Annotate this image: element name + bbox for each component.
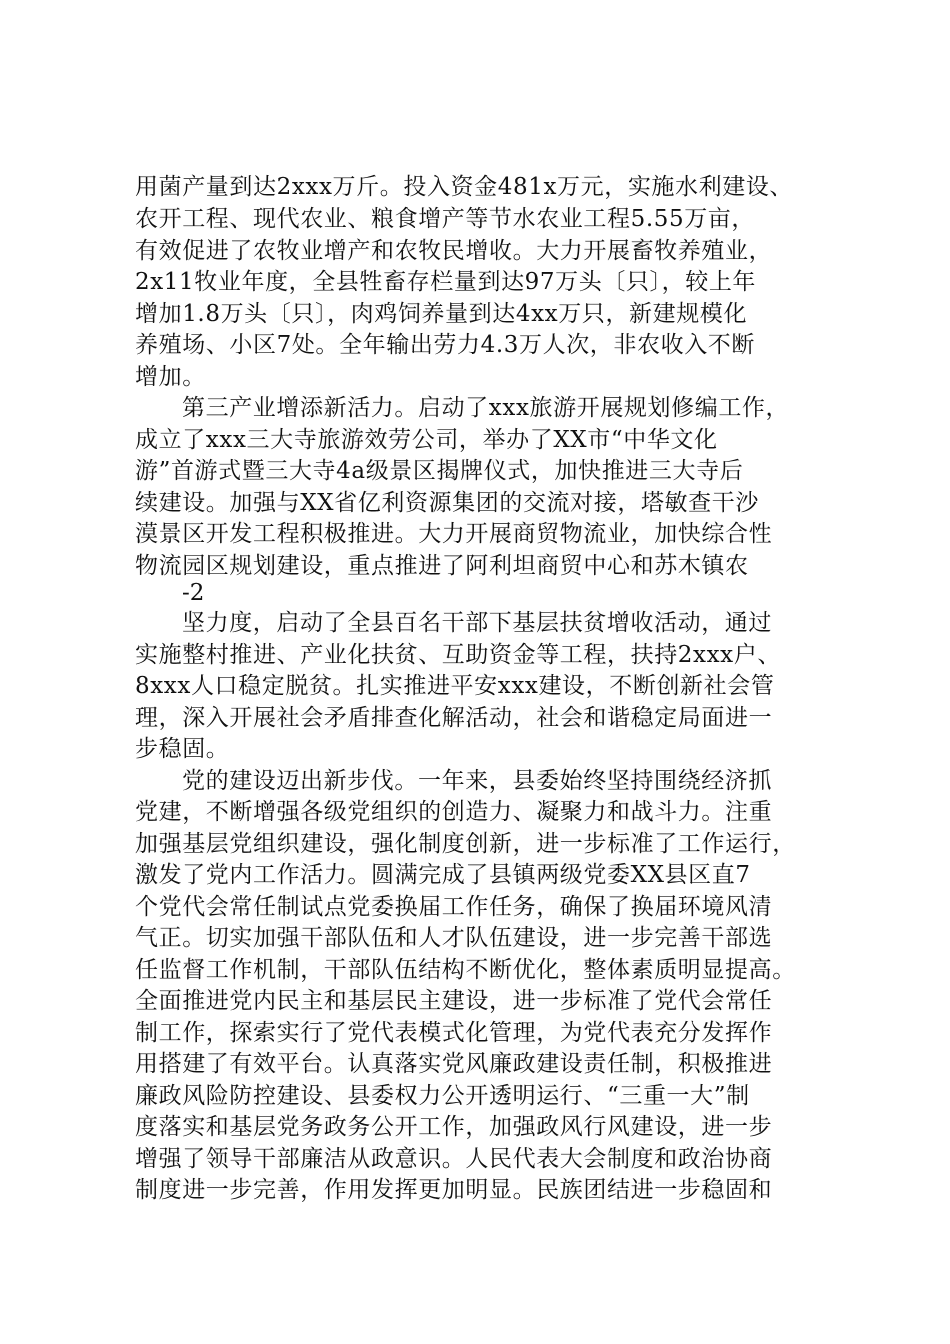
text-line: 廉政风险防控建设、县委权力公开透明运行、“三重一大”制 — [135, 1083, 750, 1109]
text-line: 用菌产量到达2xxx万斤。投入资金481x万元，实施水利建设、 — [135, 174, 794, 200]
text-line: 制工作，探索实行了党代表模式化管理，为党代表充分发挥作 — [135, 1020, 773, 1046]
text-line: 农开工程、现代农业、粮食增产等节水农业工程5.55万亩， — [135, 206, 756, 232]
text-line: 游”首游式暨三大寺4a级景区揭牌仪式，加快推进三大寺后 — [135, 458, 744, 484]
text-line: 全面推进党内民主和基层民主建设，进一步标准了党代会常任 — [135, 988, 773, 1014]
text-line: 增强了领导干部廉洁从政意识。人民代表大会制度和政治协商 — [135, 1146, 773, 1172]
text-line: 成立了xxx三大寺旅游效劳公司，举办了XX市“中华文化 — [135, 427, 718, 453]
page-number: -2 — [182, 580, 205, 606]
text-line: 个党代会常任制试点党委换届工作任务，确保了换届环境风清 — [135, 894, 773, 920]
text-line: 气正。切实加强干部队伍和人才队伍建设，进一步完善干部选 — [135, 925, 773, 951]
paragraph-start: 党的建设迈出新步伐。一年来，县委始终坚持围绕经济抓 — [182, 768, 772, 794]
text-line: 加强基层党组织建设，强化制度创新，进一步标准了工作运行， — [135, 831, 796, 857]
text-line: 有效促进了农牧业增产和农牧民增收。大力开展畜牧养殖业， — [135, 238, 773, 264]
text-line: 任监督工作机制，干部队伍结构不断优化，整体素质明显提高。 — [135, 957, 796, 983]
text-line: 度落实和基层党务政务公开工作，加强政风行风建设，进一步 — [135, 1114, 773, 1140]
text-line: 党建，不断增强各级党组织的创造力、凝聚力和战斗力。注重 — [135, 799, 773, 825]
text-line: 漠景区开发工程积极推进。大力开展商贸物流业，加快综合性 — [135, 521, 773, 547]
text-line: 用搭建了有效平台。认真落实党风廉政建设责任制，积极推进 — [135, 1051, 773, 1077]
text-line: 制度进一步完善，作用发挥更加明显。民族团结进一步稳固和 — [135, 1177, 773, 1203]
paragraph-start: 坚力度，启动了全县百名干部下基层扶贫增收活动，通过 — [182, 610, 772, 636]
text-line: 理，深入开展社会矛盾排查化解活动，社会和谐稳定局面进一 — [135, 705, 773, 731]
text-line: 增加1.8万头〔只〕，肉鸡饲养量到达4xx万只，新建规模化 — [135, 301, 748, 327]
paragraph-start: 第三产业增添新活力。启动了xxx旅游开展规划修编工作， — [182, 395, 790, 421]
text-line: 激发了党内工作活力。圆满完成了县镇两级党委XX县区直7 — [135, 862, 751, 888]
text-line: 步稳固。 — [135, 736, 230, 762]
text-line: 8xxx人口稳定脱贫。扎实推进平安xxx建设，不断创新社会管 — [135, 673, 775, 699]
text-line: 实施整村推进、产业化扶贫、互助资金等工程，扶持2xxx户、 — [135, 642, 781, 668]
text-line: 续建设。加强与XX省亿利资源集团的交流对接，塔敏查干沙 — [135, 490, 759, 516]
text-line: 2x11牧业年度，全县牲畜存栏量到达97万头〔只〕，较上年 — [135, 269, 757, 295]
text-line: 增加。 — [135, 364, 206, 390]
text-line: 物流园区规划建设，重点推进了阿利坦商贸中心和苏木镇农 — [135, 553, 749, 579]
text-line: 养殖场、小区7处。全年输出劳力4.3万人次，非农收入不断 — [135, 332, 756, 358]
